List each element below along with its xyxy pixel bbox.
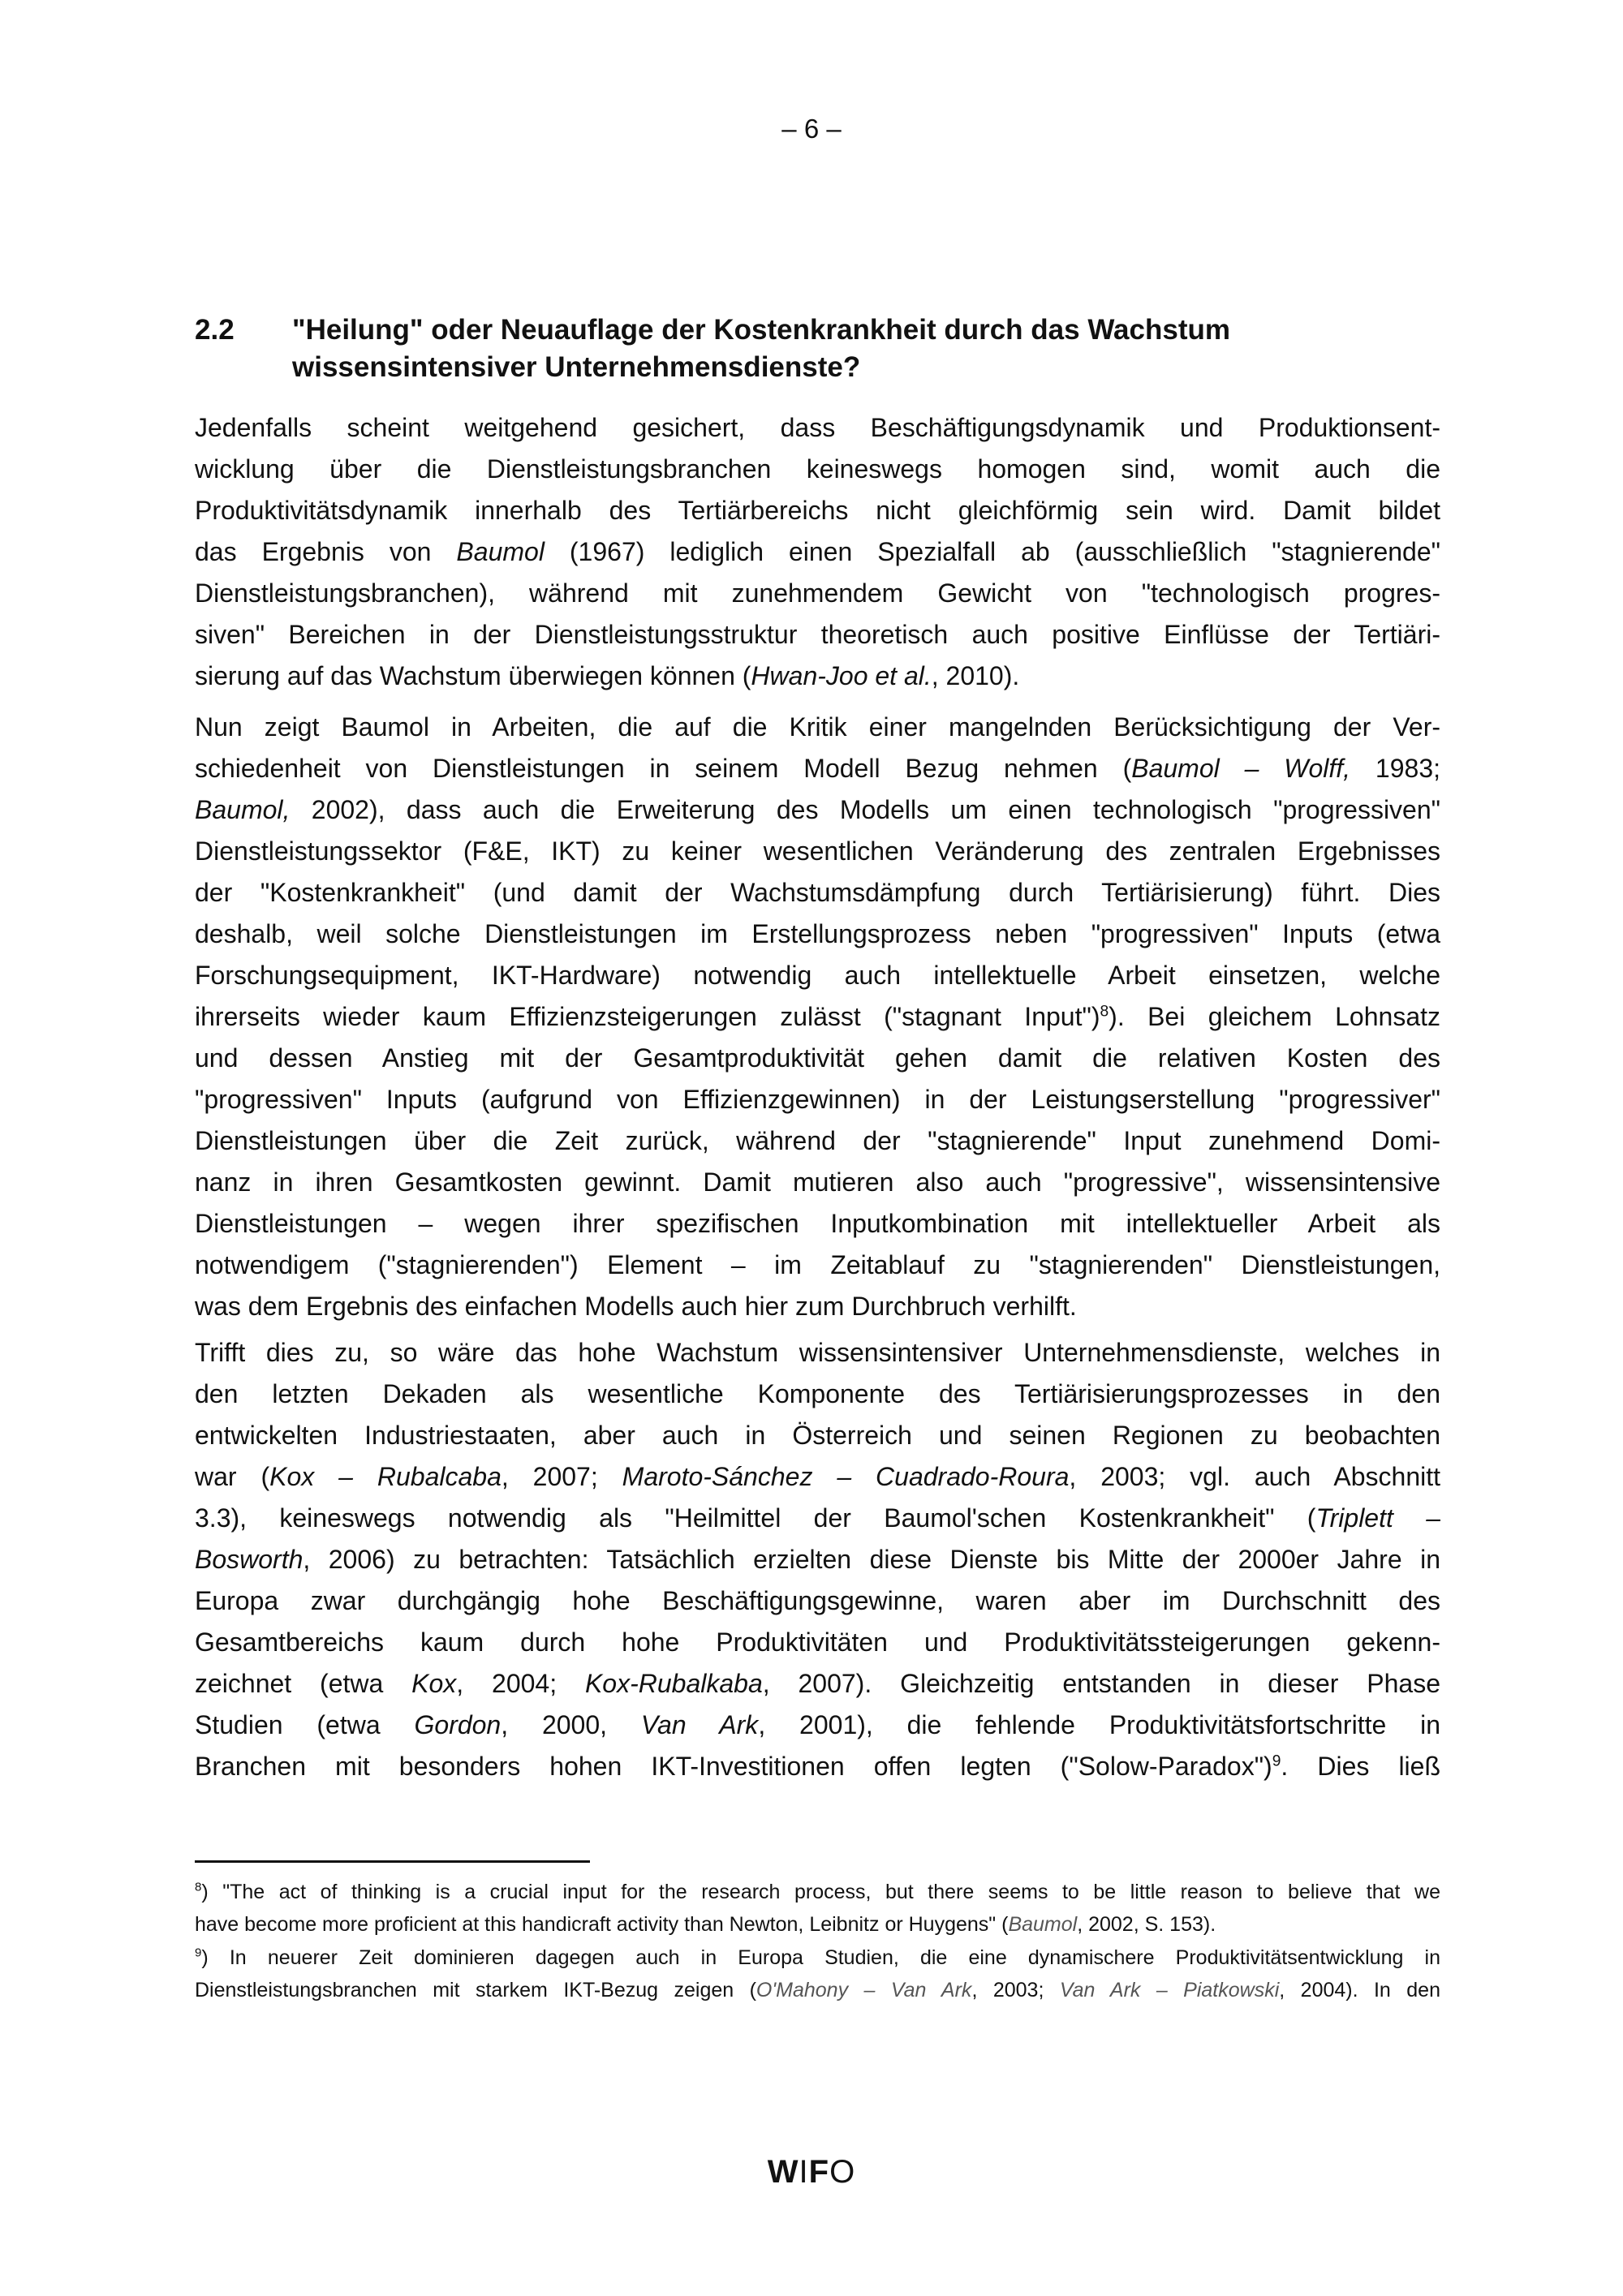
footnote-8 <box>195 1876 1440 1941</box>
text-segment: , 2007). Gleichzeitig entstanden in dieser Phase <box>762 1669 1440 1698</box>
text-segment: , 2004; <box>456 1669 585 1698</box>
page-number: – 6 – <box>781 114 842 144</box>
text-segment: war ( <box>195 1462 270 1491</box>
text-segment: , 2002, S. 153). <box>1077 1913 1216 1936</box>
logo-letter: O <box>829 2154 856 2190</box>
citation-text: O'Mahony – Van Ark <box>756 1979 972 2001</box>
text-segment: , 2006) zu betrachten: Tatsächlich erzielten diese Dienste bis Mitte der 2000er Jahre in <box>303 1545 1440 1574</box>
section-title-line: "Heilung" oder Neuauflage der Kostenkrankheit durch das Wachstum <box>292 314 1230 346</box>
text-segment: , 2001), die fehlende Produktivitätsfortschritte in <box>758 1710 1440 1739</box>
text-segment: , 2003; <box>971 1979 1060 2001</box>
paragraph-1 <box>195 407 1440 697</box>
text-line <box>195 955 1440 996</box>
citation-text: Kox <box>411 1669 457 1698</box>
text-segment: Dienstleistungsbranchen), während mit zunehmendem Gewicht von "technologisch progres- <box>195 578 1440 608</box>
text-line <box>195 1120 1440 1162</box>
text-segment: . Dies ließ <box>1281 1752 1440 1781</box>
citation-text: Van Ark <box>640 1710 759 1739</box>
text-segment: , 2010). <box>931 661 1020 690</box>
text-segment: , 2004). In den <box>1279 1979 1440 2001</box>
citation-text: Gordon <box>414 1710 502 1739</box>
text-segment: Forschungsequipment, IKT-Hardware) notwendig auch intellektuelle Arbeit einsetzen, welche <box>195 961 1440 990</box>
citation-text: Baumol <box>456 537 545 566</box>
footnote-separator <box>195 1860 590 1863</box>
text-segment: Gesamtbereichs kaum durch hohe Produktivitäten und Produktivitätssteigerungen gekenn- <box>195 1627 1440 1657</box>
text-line <box>195 1079 1440 1120</box>
text-line <box>195 573 1440 614</box>
wifo-logo <box>0 2154 1623 2191</box>
logo-letter: W <box>767 2154 799 2190</box>
text-segment: der "Kostenkrankheit" (und damit der Wachstumsdämpfung durch Tertiärisierung) führt. Dies <box>195 878 1440 907</box>
text-segment: den letzten Dekaden als wesentliche Komponente des Tertiärisierungsprozesses in den <box>195 1379 1440 1408</box>
text-line <box>195 872 1440 914</box>
text-line <box>195 1203 1440 1245</box>
text-line <box>195 1974 1440 2006</box>
text-segment: Dienstleistungssektor (F&E, IKT) zu keiner wesentlichen Veränderung des zentralen Ergebnisses <box>195 836 1440 866</box>
text-segment: ). Bei gleichem Lohnsatz <box>1109 1002 1440 1031</box>
text-line <box>195 996 1440 1038</box>
text-segment: wicklung über die Dienstleistungsbranchen keineswegs homogen sind, womit auch die <box>195 454 1440 484</box>
text-line <box>195 789 1440 831</box>
logo-letter: I <box>799 2154 809 2190</box>
text-segment: entwickelten Industriestaaten, aber auch in Österreich und seinen Regionen zu beobachten <box>195 1421 1440 1450</box>
text-line <box>195 1705 1440 1746</box>
text-segment: was dem Ergebnis des einfachen Modells auch hier zum Durchbruch verhilft. <box>195 1292 1077 1321</box>
citation-text: Bosworth <box>195 1545 304 1574</box>
text-segment: Dienstleistungsbranchen mit starkem IKT-Bezug zeigen ( <box>195 1979 756 2001</box>
citation-text: Triplett – <box>1315 1503 1440 1533</box>
text-line <box>195 531 1440 573</box>
text-line <box>195 1580 1440 1622</box>
text-line <box>195 1539 1440 1580</box>
logo-letter: F <box>808 2154 830 2190</box>
text-line <box>195 490 1440 531</box>
text-line <box>195 1286 1440 1327</box>
text-segment: Dienstleistungen – wegen ihrer spezifischen Inputkombination mit intellektueller Arbeit als <box>195 1209 1440 1238</box>
citation-text: Baumol, <box>195 795 291 824</box>
text-segment: Nun zeigt Baumol in Arbeiten, die auf die Kritik einer mangelnden Berücksichtigung der Ver- <box>195 712 1440 742</box>
footnote-9 <box>195 1941 1440 2006</box>
section-title-line: wissensintensiver Unternehmensdienste? <box>292 351 861 383</box>
text-line <box>195 449 1440 490</box>
text-segment: schiedenheit von Dienstleistungen in seinem Modell Bezug nehmen ( <box>195 754 1132 783</box>
text-segment: Europa zwar durchgängig hohe Beschäftigungsgewinne, waren aber im Durchschnitt des <box>195 1586 1440 1615</box>
text-line <box>195 1038 1440 1079</box>
text-segment: Branchen mit besonders hohen IKT-Investitionen offen legten ("Solow-Paradox") <box>195 1752 1272 1781</box>
footnote-reference: 8 <box>1100 1003 1109 1021</box>
text-segment: (1967) lediglich einen Spezialfall ab (ausschließlich "stagnierende" <box>544 537 1440 566</box>
text-segment: ) In neuerer Zeit dominieren dagegen auch in Europa Studien, die eine dynamischere Produktivitätsentwicklung in <box>201 1946 1440 1969</box>
text-segment: Produktivitätsdynamik innerhalb des Tertiärbereichs nicht gleichförmig sein wird. Damit bildet <box>195 496 1440 525</box>
text-line <box>195 1456 1440 1498</box>
text-segment: , 2000, <box>501 1710 641 1739</box>
footnote-reference: 8 <box>195 1880 202 1894</box>
text-line <box>195 1941 1440 1974</box>
section-number: 2.2 <box>195 314 235 346</box>
text-segment: 2002), dass auch die Erweiterung des Modells um einen technologisch "progressiven" <box>290 795 1440 824</box>
text-line <box>195 1332 1440 1374</box>
text-segment: Studien (etwa <box>195 1710 415 1739</box>
citation-text: Baumol – Wolff, <box>1131 754 1351 783</box>
text-segment: ) "The act of thinking is a crucial input for the research process, but there seems to be little reason to believe that we <box>201 1881 1440 1903</box>
section-title <box>292 312 1444 386</box>
citation-text: Hwan-Joo et al. <box>751 661 932 690</box>
text-line <box>195 914 1440 955</box>
text-line <box>195 748 1440 789</box>
text-line <box>195 1622 1440 1663</box>
citation-text: Kox-Rubalkaba <box>584 1669 763 1698</box>
text-segment: Trifft dies zu, so wäre das hohe Wachstum wissensintensiver Unternehmensdienste, welches in <box>195 1338 1440 1367</box>
text-segment: , 2003; vgl. auch Abschnitt <box>1069 1462 1440 1491</box>
text-segment: siven" Bereichen in der Dienstleistungsstruktur theoretisch auch positive Einflüsse der Tertiäri- <box>195 620 1440 649</box>
paragraph-2 <box>195 707 1440 1327</box>
citation-text: Baumol <box>1008 1913 1078 1936</box>
text-segment: 1983; <box>1350 754 1440 783</box>
text-segment: und dessen Anstieg mit der Gesamtproduktivität gehen damit die relativen Kosten des <box>195 1043 1440 1073</box>
text-segment: zeichnet (etwa <box>195 1669 412 1698</box>
section-heading <box>195 312 1444 386</box>
text-line <box>195 1374 1440 1415</box>
text-line <box>195 1746 1440 1787</box>
text-segment: "progressiven" Inputs (aufgrund von Effizienzgewinnen) in der Leistungserstellung "progressiver" <box>195 1085 1440 1114</box>
text-segment: sierung auf das Wachstum überwiegen können ( <box>195 661 751 690</box>
text-segment: das Ergebnis von <box>195 537 457 566</box>
text-line <box>195 407 1440 449</box>
text-segment: ihrerseits wieder kaum Effizienzsteigerungen zulässt ("stagnant Input") <box>195 1002 1100 1031</box>
text-segment: nanz in ihren Gesamtkosten gewinnt. Damit mutieren also auch "progressive", wissensintensive <box>195 1167 1440 1197</box>
citation-text: Maroto-Sánchez – Cuadrado-Roura <box>622 1462 1070 1491</box>
text-line <box>195 1663 1440 1705</box>
text-line <box>195 1876 1440 1908</box>
text-segment: , 2007; <box>501 1462 622 1491</box>
text-line <box>195 656 1440 697</box>
text-segment: notwendigem ("stagnierenden") Element – im Zeitablauf zu "stagnierenden" Dienstleistungen, <box>195 1250 1440 1279</box>
text-segment: have become more proficient at this handicraft activity than Newton, Leibnitz or Huygens" ( <box>195 1913 1009 1936</box>
text-line <box>195 1245 1440 1286</box>
text-segment: 3.3), keineswegs notwendig als "Heilmittel der Baumol'schen Kostenkrankheit" ( <box>195 1503 1316 1533</box>
text-line <box>195 831 1440 872</box>
text-segment: deshalb, weil solche Dienstleistungen im Erstellungsprozess neben "progressiven" Inputs (etwa <box>195 919 1440 948</box>
text-line <box>195 707 1440 748</box>
text-line <box>195 1415 1440 1456</box>
citation-text: Van Ark – Piatkowski <box>1059 1979 1280 2001</box>
text-line <box>195 1162 1440 1203</box>
text-segment: Dienstleistungen über die Zeit zurück, während der "stagnierende" Input zunehmend Domi- <box>195 1126 1440 1155</box>
footnote-reference: 9 <box>1272 1752 1281 1770</box>
text-line <box>195 614 1440 656</box>
text-line <box>195 1908 1440 1941</box>
paragraph-3 <box>195 1332 1440 1787</box>
text-segment: Jedenfalls scheint weitgehend gesichert, dass Beschäftigungsdynamik und Produktionsent- <box>195 413 1440 442</box>
text-line <box>195 1498 1440 1539</box>
footnote-reference: 9 <box>195 1946 202 1960</box>
citation-text: Kox – Rubalcaba <box>269 1462 502 1491</box>
